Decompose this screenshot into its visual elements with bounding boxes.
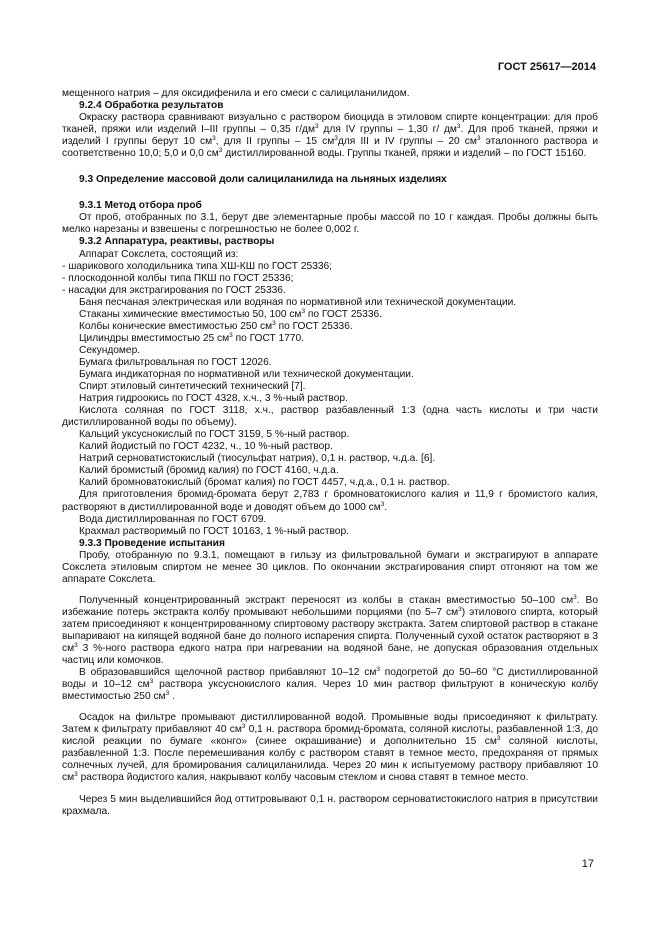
paragraph: Калий йодистый по ГОСТ 4232, ч., 10 %-ный раствор. [79,441,333,453]
paragraph: Аппарат Сокслета, состоящий из: [79,248,239,260]
paragraph: Секундомер. [79,344,141,356]
paragraph: Окраску раствора сравнивают визуально с раствором биоцида в этиловом спирте концентрации: для проб тканей, пряжи или изделий I–III группы – 0,35 $г/дм^3$ для IV группы – 1,30 г/ $дм^3$. Для проб тканей, пряжи и изделий I группы берут 10 $см^3$, для II группы – 15 $см^3для$ III и IV группы – 20 $см^3$ эталонного раствора и соответственно 10,0; 5,0 и 0,0 $см^3$ дистиллированной воды. Группы тканей, пряжи и изделий – по ГОСТ 15160. [62,112,599,160]
section-heading: 9.2.4 Обработка результатов [79,100,224,112]
paragraph: мещенного натрия – для оксидифенила и его смеси с салициланилидом. [62,88,410,99]
document-code-header: ГОСТ 25617—2014 [497,61,596,73]
paragraph: Калий бромноватокислый (бромат калия) по ГОСТ 4457, ч.д.а., 0,1 н. раствор. [79,477,450,489]
paragraph: Натрия гидроокись по ГОСТ 4328, х.ч., 3 %-ный раствор. [79,393,348,405]
paragraph: Кислота соляная по ГОСТ 3118, х.ч., раствор разбавленный 1:3 (одна часть кислоты и три части дистиллированной воды по объему). [62,405,598,429]
paragraph: Цилиндры вместимостью 25 $см^3$ по ГОСТ 1770. [79,331,305,344]
section-heading: 9.3.1 Метод отбора проб [79,200,202,212]
paragraph: Полученный концентрированный экстракт переносят из колбы в стакан вместимостью 50–100 $см^3$. Во избежание потерь экстракта колбу промывают небольшими порциями (по 5–7 $см^3$) этилового спирта, который затем присоединяют к концентрированному спиртовому раствору экстракта. Затем спиртовой раствор в стакане выпаривают на кипящей водяной бане до полного испарения спирта. Полученный сухой остаток растворяют в 3 $см^3$ 3 %-ного раствора едкого натра при нагревании на водяной бане, не допуская образования отдельных частиц или комочков. [62,593,598,667]
paragraph: Пробу, отобранную по 9.3.1, помещают в гильзу из фильтровальной бумаги и экстрагируют в аппарате Сокслета этиловым спиртом не менее 30 циклов. По окончании экстрагирования спирт отгоняют на том же аппарате Сокслета. [62,549,598,585]
paragraph: Бумага индикаторная по нормативной или технической документации. [79,368,414,380]
paragraph: В образовавшийся щелочной раствор прибавляют 10–12 $см^3$ подогретой до 50–60 °С дистиллированной воды и 10–12 $см^3$ раствора уксуснокислого калия. Через 10 мин раствор фильтруют в коническую колбу вместимостью 250 $см^3$ . [62,666,599,703]
paragraph: Через 5 мин выделившийся йод оттитровывают 0,1 н. раствором серноватистокислого натрия в присутствии крахмала. [62,793,598,817]
page-body-text [62,88,598,818]
paragraph: - насадки для экстрагирования по ГОСТ 25336. [62,284,286,296]
paragraph-gap [62,160,598,174]
paragraph-gap [62,586,598,595]
paragraph: Кальций уксуснокислый по ГОСТ 3159, 5 %-ный раствор. [79,429,350,441]
paragraph: Натрий серноватистокислый (тиосульфат натрия), 0,1 н. раствор, ч.д.а. [6]. [79,453,436,465]
paragraph: От проб, отобранных по 3.1, берут две элементарные пробы массой по 10 г каждая. Пробы должны быть мелко нарезаны и взвешены с погрешностью не более 0,002 г. [62,212,598,236]
paragraph: Калий бромистый (бромид калия) по ГОСТ 4160, ч.д.а. [79,465,339,477]
paragraph: Баня песчаная электрическая или водяная по нормативной или технической документации. [79,296,517,308]
paragraph: Осадок на фильтре промывают дистиллированной водой. Промывные воды присоединяют к фильтрату. Затем к фильтрату прибавляют 40 $см^3$ 0,1 н. раствора бромид-бромата, соляной кислоты, разбавленной 1:3, до кислой реакции по бумаге «конго» (синее окрашивание) и дополнительно 15 $см^3$ соляной кислоты, разбавленной 1:3. После перемешивания колбу с раствором ставят в темное место, предохраняя от прямых солнечных лучей, для бромирования салициланилида. Через 20 мин к испытуемому раствору прибавляют 10 $см^3$ раствора йодистого калия, накрывают колбу часовым стеклом и снова ставят в темное место. [62,712,598,784]
paragraph-gap [62,785,598,794]
paragraph: Бумага фильтровальная по ГОСТ 12026. [79,356,272,368]
section-heading: 9.3 Определение массовой доли салициланилида на льняных изделиях [79,174,447,186]
paragraph-gap [62,186,598,200]
paragraph: - шарикового холодильника типа ХШ-КШ по ГОСТ 25336; [62,260,333,272]
section-heading: 9.3.3 Проведение испытания [79,537,225,549]
paragraph: Спирт этиловый синтетический технический [7]. [79,381,306,393]
page-number: 17 [581,858,594,870]
paragraph-gap [62,703,598,712]
paragraph: Колбы конические вместимостью 250 $см^3$ по ГОСТ 25336. [79,319,353,332]
section-heading: 9.3.2 Аппаратура, реактивы, растворы [79,236,275,248]
paragraph: - плоскодонной колбы типа ПКШ по ГОСТ 25336; [62,272,294,284]
paragraph: Для приготовления бромид-бромата берут 2,783 г бромноватокислого калия и 11,9 г бромистого калия, растворяют в дистиллированной воде и доводят объем до 1000 $см^3$. [62,489,598,513]
paragraph: Крахмал растворимый по ГОСТ 10163, 1 %-ный раствор. [79,525,349,537]
paragraph: Стаканы химические вместимостью 50, 100 $см^3$ по ГОСТ 25336. [79,307,383,320]
paragraph: Вода дистиллированная по ГОСТ 6709. [79,513,267,525]
